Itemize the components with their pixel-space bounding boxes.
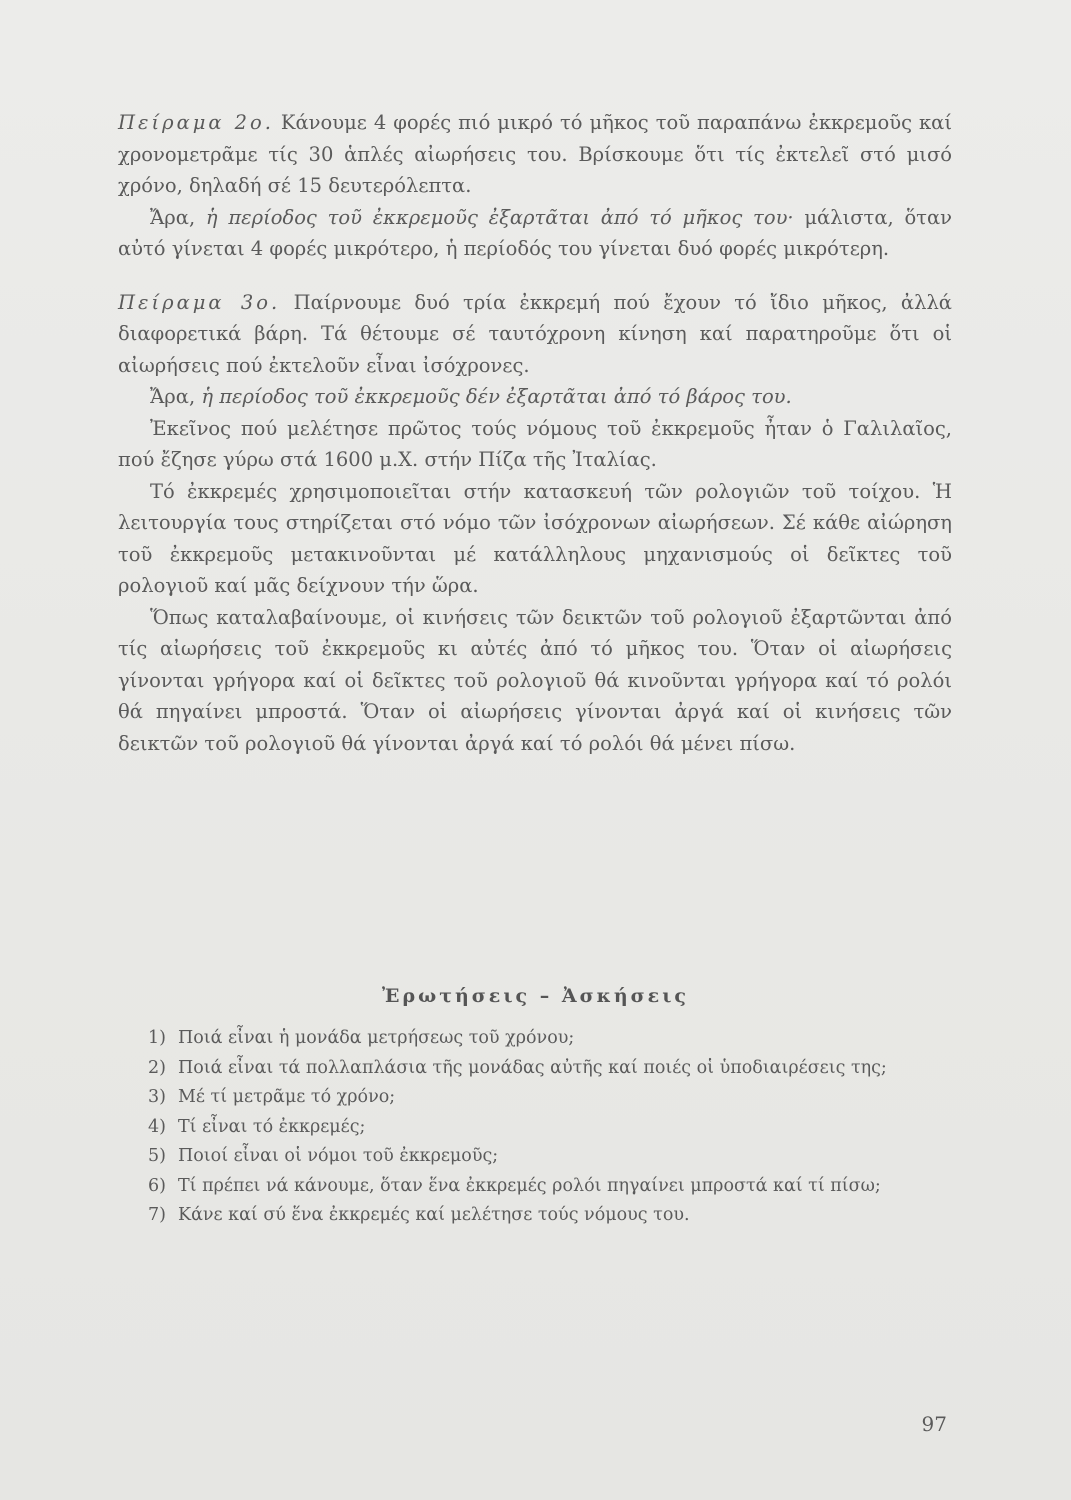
question-text: Ποιά εἶναι ἡ μονάδα μετρήσεως τοῦ χρόνου; bbox=[178, 1028, 575, 1048]
experiment-3-conclusion bbox=[118, 381, 952, 413]
question-number: 5) bbox=[148, 1146, 166, 1166]
question-item bbox=[148, 1024, 928, 1054]
question-number: 7) bbox=[148, 1205, 166, 1225]
experiment-2-paragraph bbox=[118, 107, 952, 202]
experiment-2-label: Πείραμα 2ο. bbox=[118, 111, 274, 134]
question-item bbox=[148, 1172, 928, 1202]
question-text: Τί εἶναι τό ἐκκρεμές; bbox=[178, 1116, 366, 1137]
page-number: 97 bbox=[921, 1412, 947, 1436]
question-text: Μέ τί μετρᾶμε τό χρόνο; bbox=[178, 1087, 396, 1107]
body-text bbox=[118, 107, 952, 759]
question-text: Ποιά εἶναι τά πολλαπλάσια τῆς μονάδας αὐτῆς καί ποιές οἱ ὑποδιαιρέσεις της; bbox=[178, 1057, 887, 1078]
question-number: 3) bbox=[148, 1087, 166, 1107]
question-item bbox=[148, 1054, 928, 1084]
clocks-paragraph: Τό ἐκκρεμές χρησιμοποιεῖται στήν κατασκευή τῶν ρολογιῶν τοῦ τοίχου. Ἡ λειτουργία τους στηρίζεται στό νόμο τῶν ἰσόχρονων αἰωρήσεων. Σέ κάθε αἰώρηση τοῦ ἐκκρεμοῦς μετακινοῦνται μέ κατάλληλους μηχανισμούς οἱ δεῖκτες τοῦ ρολογιοῦ καί μᾶς δείχνουν τήν ὥρα. bbox=[118, 479, 952, 597]
question-item bbox=[148, 1113, 928, 1143]
experiment-3-text: Παίρνουμε δυό τρία ἐκκρεμή πού ἔχουν τό ἴδιο μῆκος, ἀλλά διαφορετικά βάρη. Τά θέτουμε σέ ταυτόχρονη κίνηση καί παρατηροῦμε ὅτι οἱ αἰωρήσεις πού ἐκτελοῦν εἶναι ἰσόχρονες. bbox=[118, 290, 952, 377]
question-item bbox=[148, 1083, 928, 1113]
question-number: 1) bbox=[148, 1028, 166, 1048]
question-item bbox=[148, 1142, 928, 1172]
question-text: Ποιοί εἶναι οἱ νόμοι τοῦ ἐκκρεμοῦς; bbox=[178, 1146, 499, 1166]
conclusion-lead: Ἄρα, bbox=[150, 385, 202, 408]
conclusion-lead: Ἄρα, bbox=[150, 205, 206, 229]
question-number: 6) bbox=[148, 1175, 166, 1196]
conclusion-rest: μάλιστα, ὅταν αὐτό γίνεται 4 φορές μικρότερο, ἡ περίοδός του γίνεται δυό φορές μικρότερη. bbox=[118, 205, 952, 260]
question-text: Τί πρέπει νά κάνουμε, ὅταν ἕνα ἐκκρεμές ρολόι πηγαίνει μπροστά καί τί πίσω; bbox=[178, 1175, 881, 1196]
questions-heading: Ἐρωτήσεις – Ἀσκήσεις bbox=[382, 985, 689, 1007]
understanding-paragraph: Ὅπως καταλαβαίνουμε, οἱ κινήσεις τῶν δεικτῶν τοῦ ρολογιοῦ ἐξαρτῶνται ἀπό τίς αἰωρήσεις τοῦ ἐκκρεμοῦς κι αὐτές ἀπό τό μῆκος του. Ὅταν οἱ αἰωρήσεις γίνονται γρήγορα καί οἱ δεῖκτες τοῦ ρολογιοῦ θά κινοῦνται γρήγορα καί τό ρολόι θά πηγαίνει μπροστά. Ὅταν οἱ αἰωρήσεις γίνονται ἀργά καί οἱ κινήσεις τῶν δεικτῶν τοῦ ρολογιοῦ θά γίνονται ἀργά καί τό ρολόι θά μένει πίσω. bbox=[118, 605, 952, 755]
experiment-2-conclusion bbox=[118, 202, 952, 265]
galileo-paragraph: Ἐκεῖνος πού μελέτησε πρῶτος τούς νόμους τοῦ ἐκκρεμοῦς ἦταν ὁ Γαλιλαῖος, πού ἔζησε γύρω στά 1600 μ.Χ. στήν Πίζα τῆς Ἰταλίας. bbox=[118, 416, 952, 471]
conclusion-italic: ἡ περίοδος τοῦ ἐκκρεμοῦς δέν ἐξαρτᾶται ἀπό τό βάρος του. bbox=[201, 385, 792, 408]
questions-list bbox=[148, 1024, 928, 1231]
experiment-3-label: Πείραμα 3ο. bbox=[118, 290, 281, 314]
spacer bbox=[118, 265, 952, 287]
question-item bbox=[148, 1201, 928, 1231]
experiment-3-paragraph bbox=[118, 287, 952, 382]
experiment-2-text: Κάνουμε 4 φορές πιό μικρό τό μῆκος τοῦ παραπάνω ἐκκρεμοῦς καί χρονομετρᾶμε τίς 30 ἁπλές αἰωρήσεις του. Βρίσκουμε ὅτι τίς ἐκτελεῖ στό μισό χρόνο, δηλαδή σέ 15 δευτερόλεπτα. bbox=[118, 111, 952, 197]
question-text: Κάνε καί σύ ἕνα ἐκκρεμές καί μελέτησε τούς νόμους του. bbox=[178, 1205, 690, 1225]
question-number: 2) bbox=[148, 1057, 166, 1078]
conclusion-italic: ἡ περίοδος τοῦ ἐκκρεμοῦς ἐξαρτᾶται ἀπό τό μῆκος του· bbox=[205, 205, 794, 229]
question-number: 4) bbox=[148, 1116, 166, 1137]
